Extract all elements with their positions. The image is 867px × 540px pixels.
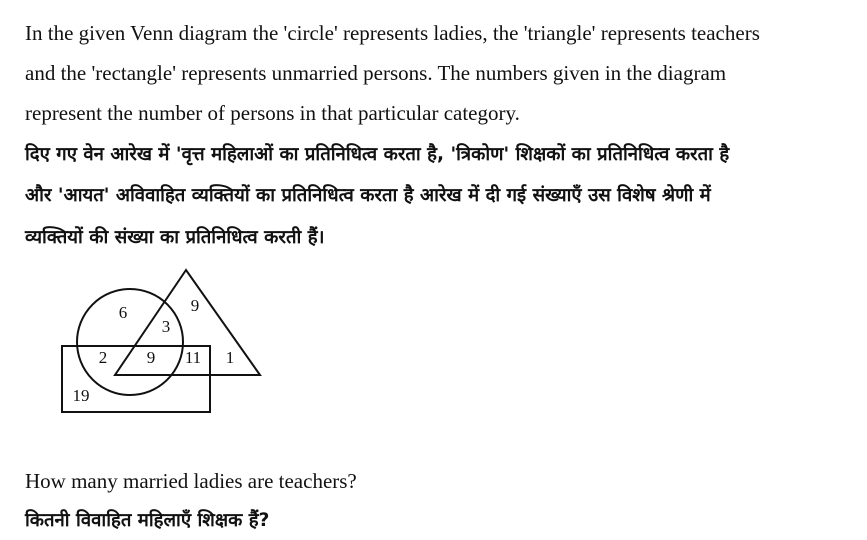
question-hi-line-2: और 'आयत' अविवाहित व्यक्तियों का प्रतिनिधित्व करता है आरेख में दी गई संख्याएँ उस विशेष श्रेणी में: [25, 185, 711, 206]
question-en-line-2: and the 'rectangle' represents unmarried persons. The numbers given in the diagram: [25, 61, 727, 85]
region-circle-triangle: 3: [161, 316, 171, 336]
region-circle-only: 6: [118, 302, 128, 322]
question-hi-line-1: दिए गए वेन आरेख में 'वृत्त महिलाओं का प्रतिनिधित्व करता है, 'त्रिकोण' शिक्षकों का प्रतिनिधित्व करता है: [25, 144, 730, 165]
prompt-en: How many married ladies are teachers?: [25, 469, 357, 493]
prompt-hi: कितनी विवाहित महिलाएँ शिक्षक हैं?: [25, 510, 270, 531]
region-all-three: 9: [146, 347, 156, 367]
region-rectangle-only: 19: [72, 385, 90, 405]
ladies-circle: [77, 289, 183, 395]
question-en-line-3: represent the number of persons in that particular category.: [25, 101, 520, 125]
region-circle-rectangle: 2: [98, 347, 108, 367]
region-triangle-right: 1: [225, 347, 235, 367]
region-triangle-only: 9: [190, 295, 200, 315]
question-en-line-1: In the given Venn diagram the 'circle' represents ladies, the 'triangle' represents teachers: [25, 21, 760, 45]
region-triangle-rectangle: 11: [184, 347, 202, 367]
question-hi-line-3: व्यक्तियों की संख्या का प्रतिनिधित्व करती हैं।: [25, 227, 325, 248]
